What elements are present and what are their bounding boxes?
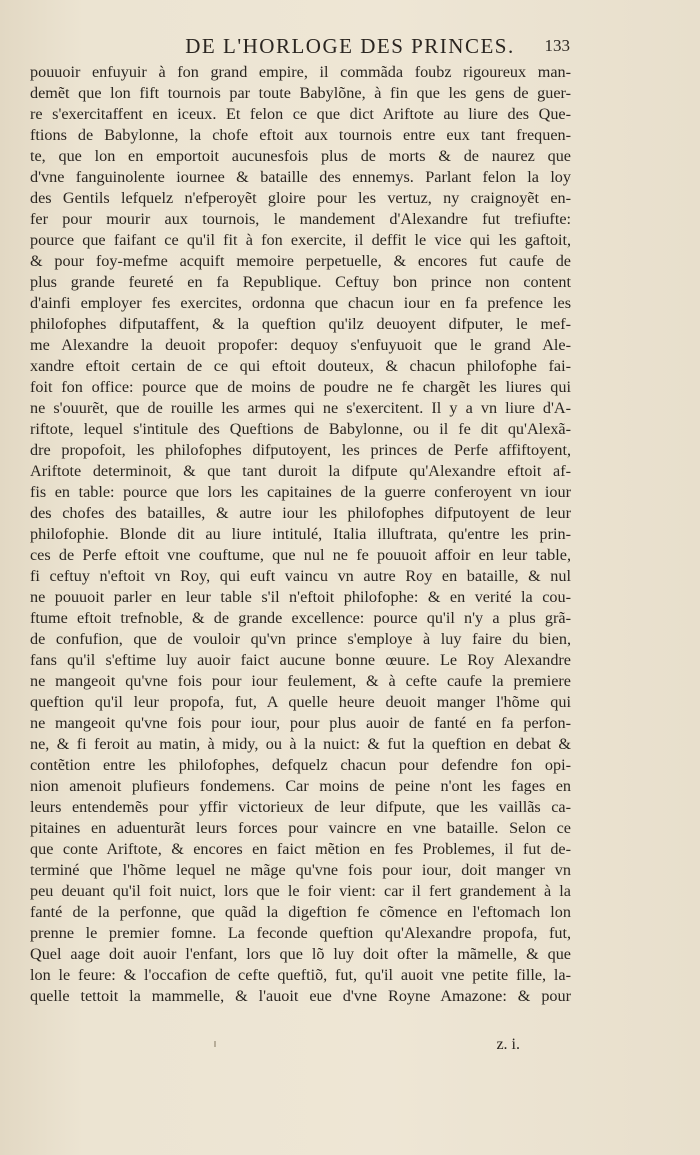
text-line: ne s'ouurẽt, que de rouille les armes qui ne s'exercitent. Il y a vn liure d'A- xyxy=(30,399,571,417)
text-line: & pour foy-mefme acquift memoire perpetuelle, & encores fut caufe de xyxy=(30,252,571,270)
text-line: foit fon office: pource que de moins de poudre ne fe chargẽt les liures qui xyxy=(30,378,571,396)
text-line: ne mangeoit qu'vne fois pour iour feulement, & à cefte caufe la premiere xyxy=(30,672,571,690)
text-line: fer pour mourir aux tournois, le mandement d'Alexandre fut trefiufte: xyxy=(30,210,571,228)
text-line: nion amenoit plufieurs fondemens. Car moins de peine n'ont les fages en xyxy=(30,777,571,795)
text-line: ftions de Babylonne, la chofe eftoit aux tournois entre eux tant frequen- xyxy=(30,126,571,144)
text-line: riftote, lequel s'intitule des Queftions de Babylonne, ou il fe dit qu'Alexã- xyxy=(30,420,571,438)
text-line: de confufion, que de vouloir qu'vn prince s'employe à luy faire du bien, xyxy=(30,630,571,648)
text-line: queftion qu'il leur propofa, fut, A quelle heure deuoit manger l'hõme qui xyxy=(30,693,571,711)
text-line: ne mangeoit qu'vne fois pour iour, pour plus auoir de fanté en fa perfon- xyxy=(30,714,571,732)
text-line: demẽt que lon fift tournois par toute Babylõne, à fin que les gens de guer- xyxy=(30,84,571,102)
text-line: xandre eftoit certain de ce qui eftoit douteux, & chacun philofophe fai- xyxy=(30,357,571,375)
signature-mark: z. i. xyxy=(496,1036,520,1053)
text-line: leurs entendemẽs pour yffir victorieux de leur difpute, que les vaillãs ca- xyxy=(30,798,571,816)
body-text xyxy=(30,62,571,1007)
text-line: Ariftote determinoit, & que tant duroit la difpute qu'Alexandre eftoit af- xyxy=(30,462,571,480)
text-line: fanté de la perfonne, que quãd la digeftion fe cõmence en l'eftomach lon xyxy=(30,903,571,921)
text-line: prenne le premier fomne. La feconde queftion qu'Alexandre propofa, fut, xyxy=(30,924,571,942)
running-head xyxy=(0,34,700,62)
text-line: me Alexandre la deuoit propofer: dequoy s'enfuyuoit que le grand Ale- xyxy=(30,336,571,354)
text-line: des chofes des batailles, & autre iour les philofophes difputoyent de leur xyxy=(30,504,571,522)
text-line: quelle tettoit la mammelle, & l'auoit eue d'vne Royne Amazone: & pour xyxy=(30,987,571,1005)
text-line: contẽtion entre les philofophes, defquelz chacun pour defendre fon opi- xyxy=(30,756,571,774)
text-line: Quel aage doit auoir l'enfant, lors que lõ luy doit ofter la mãmelle, & que xyxy=(30,945,571,963)
text-line: ne, & fi feroit au matin, à midy, ou à la nuict: & fut la queftion en debat & xyxy=(30,735,571,753)
text-line: plus grande feureté en fa Republique. Ceftuy bon prince non content xyxy=(30,273,571,291)
text-line: ne pouuoit parler en leur table s'il n'eftoit philofophe: & en verité la cou- xyxy=(30,588,571,606)
text-line: te, que lon en emportoit aucunesfois plus de morts & de naurez que xyxy=(30,147,571,165)
text-line: que conte Ariftote, & encores en faict mẽtion en fes Problemes, il fut de- xyxy=(30,840,571,858)
text-line: ftume eftoit trefnoble, & de grande excellence: pource qu'il n'y a plus grã- xyxy=(30,609,571,627)
text-line: dre propofoit, les philofophes difputoyent, les princes de Perfe affiftoyent, xyxy=(30,441,571,459)
text-line: d'ainfi employer fes exercites, ordonna que chacun iour en fa prefence les xyxy=(30,294,571,312)
text-line: d'vne fanguinolente iournee & bataille des ennemys. Parlant felon la loy xyxy=(30,168,571,186)
text-line: lon le feure: & l'occafion de cefte queftiõ, fut, qu'il auoit vne petite fille, la- xyxy=(30,966,571,984)
text-line: pitaines en aduenturãt leurs forces pour vaincre en vne bataille. Selon ce xyxy=(30,819,571,837)
text-line: ces de Perfe eftoit vne couftume, que nul ne fe pouuoit affoir en leur table, xyxy=(30,546,571,564)
text-line: fans qu'il s'eftime luy auoir faict aucune bonne œuure. Le Roy Alexandre xyxy=(30,651,571,669)
text-line: pouuoir enfuyuir à fon grand empire, il commãda foubz rigoureux man- xyxy=(30,63,571,81)
page-number: 133 xyxy=(544,36,570,55)
text-line: fi ceftuy n'eftoit vn Roy, qui euft vaincu vn autre Roy en bataille, & nul xyxy=(30,567,571,585)
text-line: fis en table: pource que lors les capitaines de la guerre conferoyent vn iour xyxy=(30,483,571,501)
running-title: DE L'HORLOGE DES PRINCES. xyxy=(185,34,515,58)
text-line: philofophes difputaffent, & la queftion qu'ilz deuoyent difputer, le mef- xyxy=(30,315,571,333)
text-line: peu deuant qu'il foit nuict, lors que le foir vient: car il fert grandement à la xyxy=(30,882,571,900)
text-line: des Gentils lefquelz n'efperoyẽt gloire pour les vertuz, ny craignoyẽt en- xyxy=(30,189,571,207)
text-line: philofophie. Blonde dit au liure intitulé, Italia illuftrata, qu'entre les prin- xyxy=(30,525,571,543)
text-line: terminé que l'hõme lequel ne mãge qu'vne fois pour iour, doit manger vn xyxy=(30,861,571,879)
text-line: pource que faifant ce qu'il fit à fon exercite, il deffit le vice qui les gaftoit, xyxy=(30,231,571,249)
text-line: re s'exercitaffent en iceux. Et felon ce que dict Ariftote au liure des Que- xyxy=(30,105,571,123)
ink-mark xyxy=(214,1041,216,1047)
